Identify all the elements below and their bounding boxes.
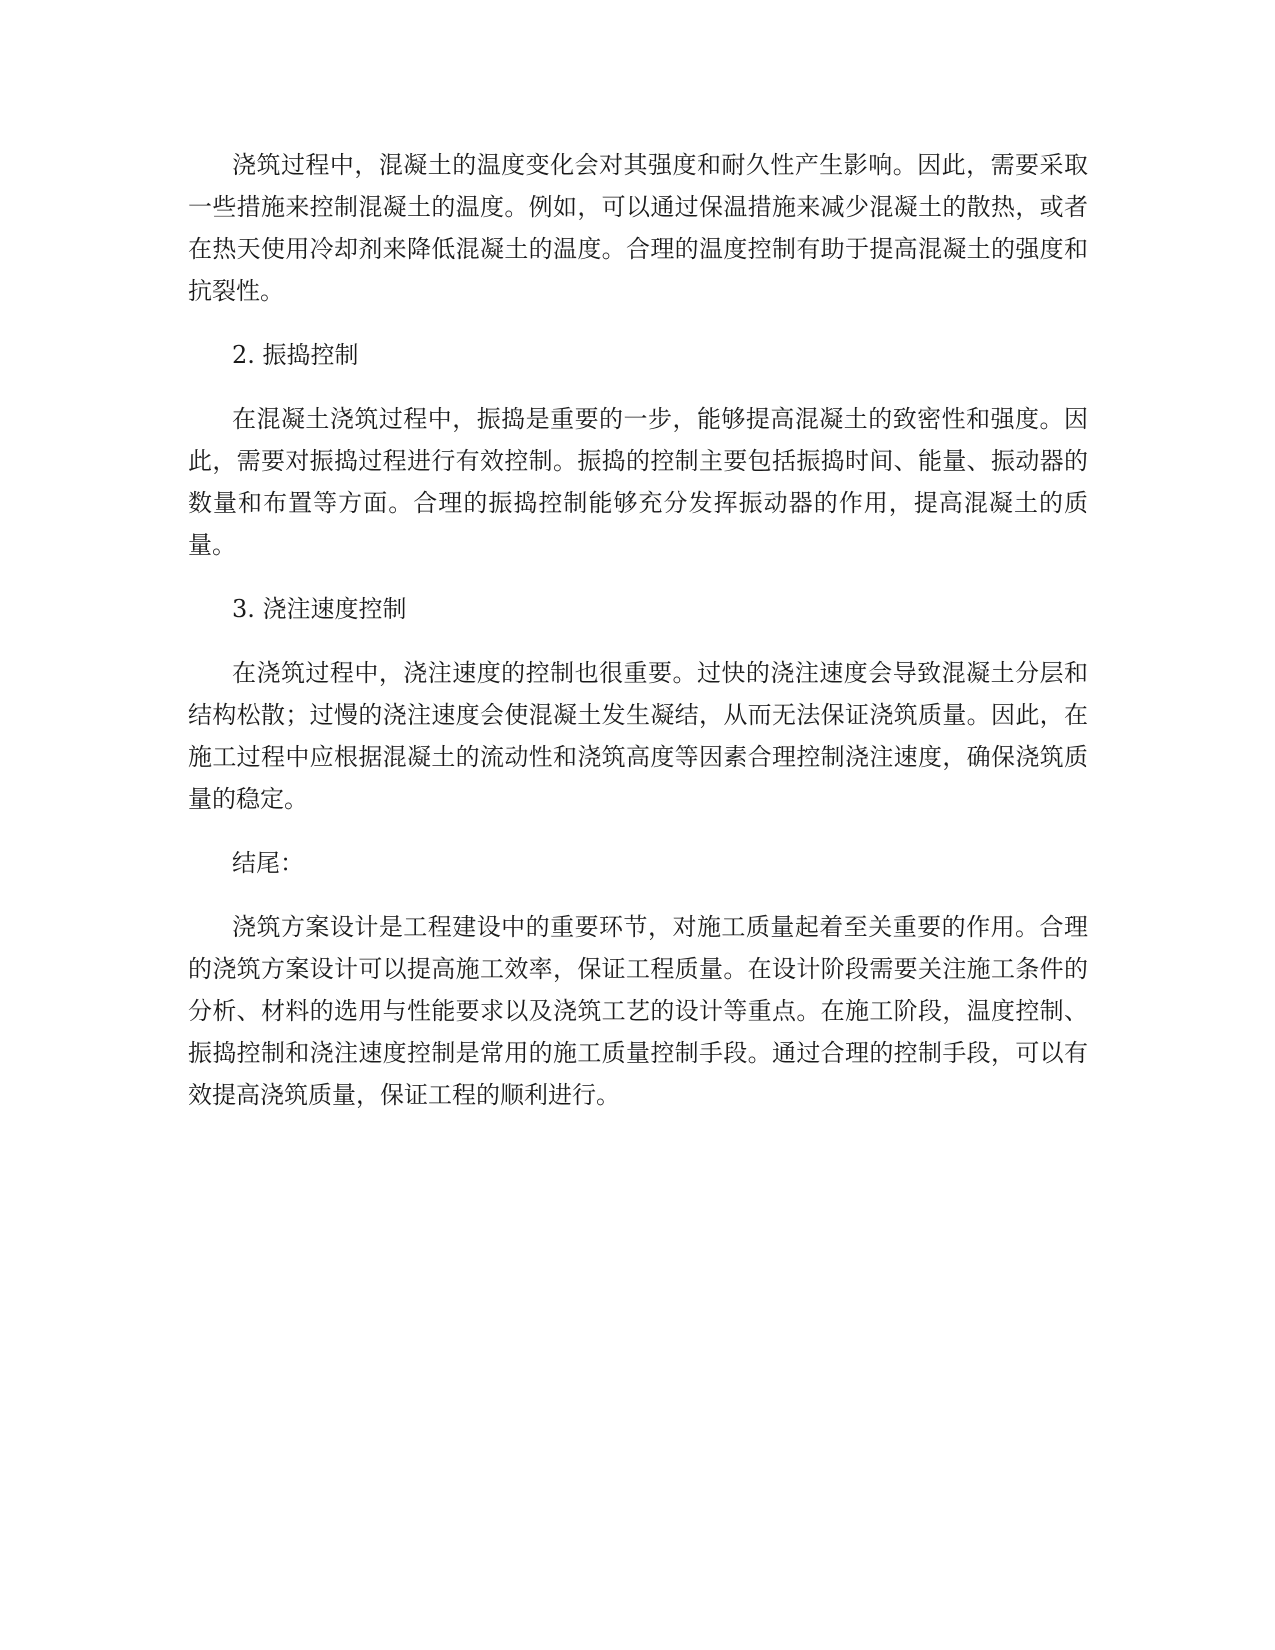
paragraph-pouring-speed-control: 在浇筑过程中，浇注速度的控制也很重要。过快的浇注速度会导致混凝土分层和结构松散；过慢的浇注速度会使混凝土发生凝结，从而无法保证浇筑质量。因此，在施工过程中应根据混凝土的流动性和浇筑高度等因素合理控制浇注速度，确保浇筑质量的稳定。 [188,659,1088,813]
document-page [188,144,1088,1138]
paragraph-conclusion: 浇筑方案设计是工程建设中的重要环节，对施工质量起着至关重要的作用。合理的浇筑方案设计可以提高施工效率，保证工程质量。在设计阶段需要关注施工条件的分析、材料的选用与性能要求以及浇筑工艺的设计等重点。在施工阶段，温度控制、振捣控制和浇注速度控制是常用的施工质量控制手段。通过合理的控制手段，可以有效提高浇筑质量，保证工程的顺利进行。 [188,913,1088,1109]
paragraph-vibration-control: 在混凝土浇筑过程中，振捣是重要的一步，能够提高混凝土的致密性和强度。因此，需要对振捣过程进行有效控制。振捣的控制主要包括振捣时间、能量、振动器的数量和布置等方面。合理的振捣控制能够充分发挥振动器的作用，提高混凝土的质量。 [188,405,1088,559]
section-heading-vibration-control: 2. 振捣控制 [232,341,359,369]
section-heading-pouring-speed-control: 3. 浇注速度控制 [232,595,407,623]
paragraph-temperature-control: 浇筑过程中，混凝土的温度变化会对其强度和耐久性产生影响。因此，需要采取一些措施来控制混凝土的温度。例如，可以通过保温措施来减少混凝土的散热，或者在热天使用冷却剂来降低混凝土的温度。合理的温度控制有助于提高混凝土的强度和抗裂性。 [188,151,1088,305]
section-heading-conclusion: 结尾： [232,849,304,877]
